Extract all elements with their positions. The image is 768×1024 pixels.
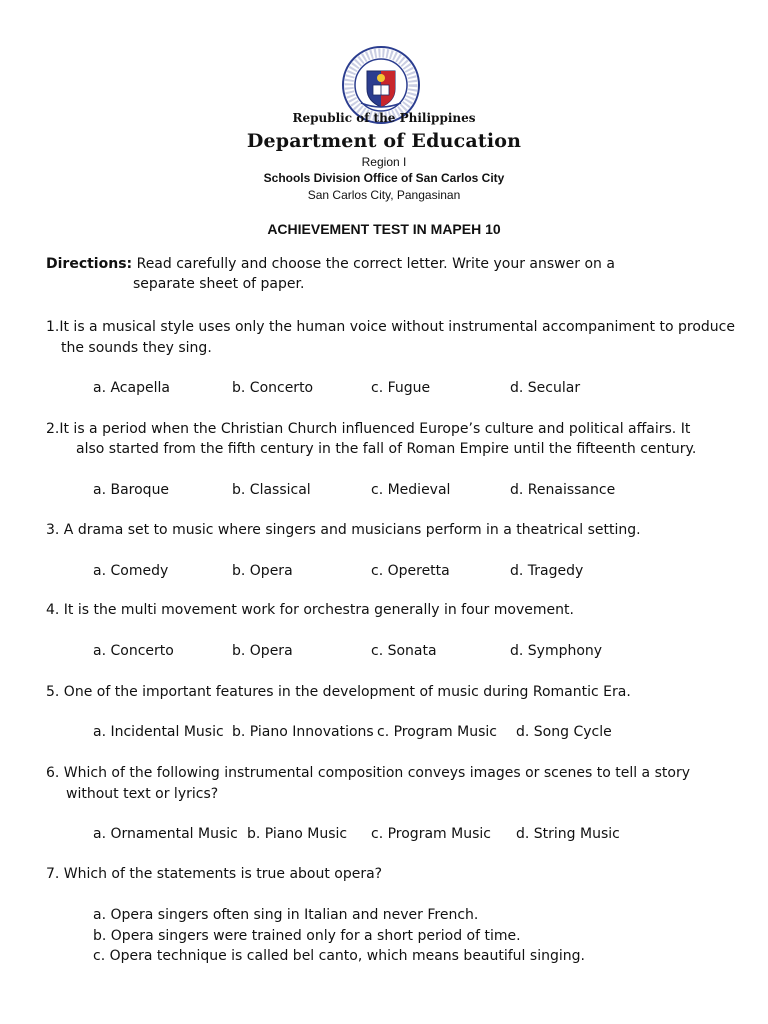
directions-line-2: separate sheet of paper. <box>133 276 305 292</box>
q7-option-b[interactable]: b. Opera singers were trained only for a short period of time. <box>93 928 521 944</box>
department-heading: Department of Education <box>246 130 522 152</box>
q2-option-d[interactable]: d. Renaissance <box>510 482 616 498</box>
q7-option-c[interactable]: c. Opera technique is called bel canto, which means beautiful singing. <box>93 948 585 964</box>
q6-option-b[interactable]: b. Piano Music <box>247 826 348 842</box>
q5-option-c[interactable]: c. Program Music <box>377 724 497 740</box>
q4-option-b[interactable]: b. Opera <box>232 643 293 659</box>
q3-option-c[interactable]: c. Operetta <box>371 563 450 579</box>
q5-option-b[interactable]: b. Piano Innovations <box>232 724 374 740</box>
q4-option-a[interactable]: a. Concerto <box>93 643 174 659</box>
question-2-text: 2.It is a period when the Christian Church influenced Europe’s culture and political affairs. It <box>46 421 691 437</box>
division-text: Schools Division Office of San Carlos City <box>263 171 505 185</box>
city-text: San Carlos City, Pangasinan <box>307 188 461 202</box>
q2-option-c[interactable]: c. Medieval <box>371 482 451 498</box>
directions-label: Directions: <box>46 256 133 272</box>
q2-option-a[interactable]: a. Baroque <box>93 482 170 498</box>
q3-option-b[interactable]: b. Opera <box>232 563 293 579</box>
question-6-text-cont: without text or lyrics? <box>66 786 219 802</box>
region-text: Region I <box>361 155 407 169</box>
question-3-text: 3. A drama set to music where singers and musicians perform in a theatrical setting. <box>46 522 641 538</box>
q5-option-a[interactable]: a. Incidental Music <box>93 724 224 740</box>
q7-option-a[interactable]: a. Opera singers often sing in Italian and never French. <box>93 907 479 923</box>
q6-option-a[interactable]: a. Ornamental Music <box>93 826 238 842</box>
q1-option-c[interactable]: c. Fugue <box>371 380 431 396</box>
question-5-text: 5. One of the important features in the development of music during Romantic Era. <box>46 684 631 700</box>
question-1-text: 1.It is a musical style uses only the human voice without instrumental accompaniment to produce <box>46 319 735 335</box>
q3-option-a[interactable]: a. Comedy <box>93 563 169 579</box>
q2-option-b[interactable]: b. Classical <box>232 482 311 498</box>
directions-text: Read carefully and choose the correct letter. Write your answer on a <box>136 256 615 272</box>
q3-option-d[interactable]: d. Tragedy <box>510 563 584 579</box>
directions-line-1 <box>46 254 615 274</box>
question-6-text: 6. Which of the following instrumental composition conveys images or scenes to tell a story <box>46 765 690 781</box>
test-title: ACHIEVEMENT TEST IN MAPEH 10 <box>267 221 501 237</box>
q1-option-b[interactable]: b. Concerto <box>232 380 314 396</box>
q1-option-d[interactable]: d. Secular <box>510 380 581 396</box>
question-1-text-cont: the sounds they sing. <box>61 340 212 356</box>
q5-option-d[interactable]: d. Song Cycle <box>516 724 612 740</box>
q4-option-c[interactable]: c. Sonata <box>371 643 437 659</box>
question-7-text: 7. Which of the statements is true about opera? <box>46 866 383 882</box>
q6-option-d[interactable]: d. String Music <box>516 826 620 842</box>
q1-option-a[interactable]: a. Acapella <box>93 380 170 396</box>
republic-heading: Republic of the Philippines <box>292 111 476 125</box>
question-4-text: 4. It is the multi movement work for orchestra generally in four movement. <box>46 602 574 618</box>
q4-option-d[interactable]: d. Symphony <box>510 643 603 659</box>
q6-option-c[interactable]: c. Program Music <box>371 826 491 842</box>
question-2-text-cont: also started from the fifth century in the fall of Roman Empire until the fifteenth century. <box>76 441 697 457</box>
